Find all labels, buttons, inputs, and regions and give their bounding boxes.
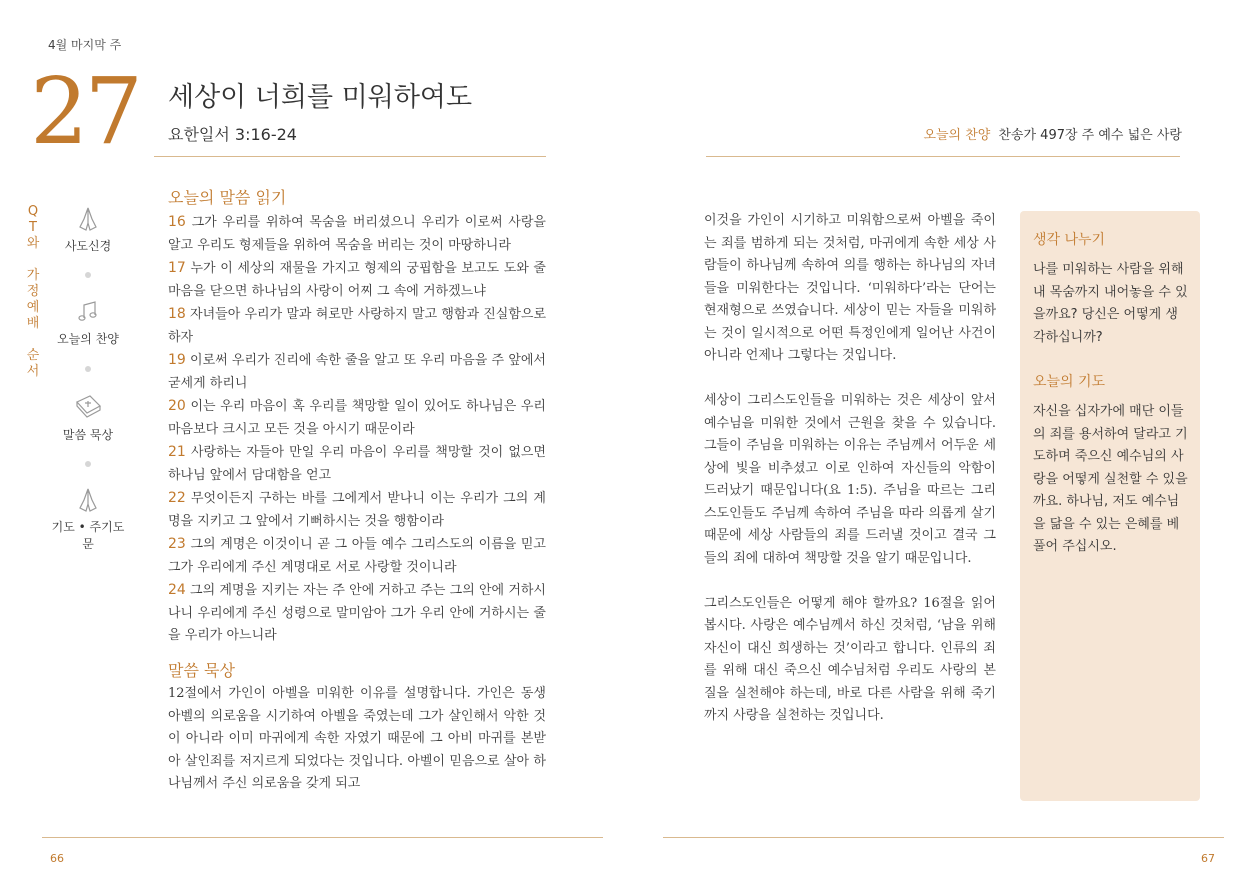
reflection-box [1020,211,1200,801]
header-rule-right [706,156,1180,157]
page-number-left: 66 [50,852,64,865]
meditation-paragraph: 이것을 가인이 시기하고 미워함으로써 아벨을 죽이는 죄를 범하게 되는 것처럼, 마귀에게 속한 세상 사람들이 하나님께 속하여 의를 행하는 하나님의 자녀들을 미워한다는 것입니다. ‘미워하다’라는 단어는 현재형으로 쓰였습니다. 세상이 믿는 자들을 미워하는 것이 일시적으로 어떤 특정인에게 일어난 사건이 아니라 언제나 그렇다는 것입니다. [704,213,996,363]
sidebar-item-label: 사도신경 [64,239,112,253]
praying-hands-icon [74,486,102,514]
meditation-heading: 말씀 묵상 [168,661,235,680]
verse: 23 그의 계명은 이것이니 곧 그 아들 예수 그리스도의 이름을 믿고 그가 우리에게 주신 계명대로 서로 사랑할 것이니라 [168,536,546,575]
week-label: 4월 마지막 주 [48,38,122,52]
sidebar-item-label: 말씀 묵상 [62,428,114,442]
header-rule-left [154,156,546,157]
bible-icon [73,392,103,422]
verse-list [168,211,546,648]
hymn-text: 찬송가 497장 주 예수 넓은 사랑 [998,128,1182,143]
page-number-right: 67 [1201,852,1215,865]
prayer-text: 자신을 십자가에 매단 이들의 죄를 용서하여 달라고 기도하며 죽으신 예수님의 사랑을 어떻게 실천할 수 있을까요. 하나님, 저도 예수님을 닮을 수 있는 은혜를 베풀어 주십시오. [1033,404,1188,554]
verse: 24 그의 계명을 지키는 자는 주 안에 거하고 주는 그의 안에 거하시나니 우리에게 주신 성령으로 말미암아 그가 우리 안에 거하시는 줄을 우리가 아느니라 [168,582,546,643]
reading-heading: 오늘의 말씀 읽기 [168,188,287,207]
sidebar-item-hymn [48,298,128,347]
verse: 18 자녀들아 우리가 말과 혀로만 사랑하지 말고 행함과 진실함으로 하자 [168,306,547,345]
praying-hands-icon [74,205,102,233]
verse: 19 이로써 우리가 진리에 속한 줄을 알고 또 우리 마음을 주 앞에서 굳세게 하리니 [168,352,546,391]
meditation-continued [704,210,996,750]
sidebar-item-label: 오늘의 찬양 [57,332,119,346]
sidebar-item-creed [48,205,128,254]
sidebar-dot [85,272,91,278]
footer-rule-left [42,837,603,838]
scripture-reference: 요한일서 3:16-24 [168,125,297,144]
meditation-paragraph: 그리스도인들은 어떻게 해야 할까요? 16절을 읽어 봅시다. 사랑은 예수님께서 하신 것처럼, ‘남을 위해 자신이 대신 희생하는 것’이라고 합니다. 인류의 죄를 위해 대신 죽으신 예수님처럼 우리도 사랑의 본질을 실천해야 하는데, 바로 다른 사람을 위해 죽기까지 사랑을 실천하는 것입니다. [704,595,996,723]
sidebar-item-prayer [48,486,128,552]
sidebar-dot [85,461,91,467]
sidebar-item-label: 기도 • 주기도문 [51,520,125,551]
prayer-heading: 오늘의 기도 [1033,374,1106,390]
verse: 21 사랑하는 자들아 만일 우리 마음이 우리를 책망할 것이 없으면 하나님 앞에서 담대함을 얻고 [168,444,546,483]
verse: 16 그가 우리를 위하여 목숨을 버리셨으니 우리가 이로써 사랑을 알고 우리도 형제들을 위하여 목숨을 버리는 것이 마땅하니라 [168,214,546,253]
today-hymn [923,124,1182,143]
share-heading: 생각 나누기 [1033,232,1106,248]
share-text: 나를 미워하는 사람을 위해 내 목숨까지 내어놓을 수 있을까요? 당신은 어떻게 생각하십니까? [1033,262,1188,345]
meditation-intro: 12절에서 가인이 아벨을 미워한 이유를 설명합니다. 가인은 동생 아벨의 의로움을 시기하여 아벨을 죽였는데 그가 살인해서 악한 것이 아니라 이미 마귀에게 속한 자였기 때문에 그 아비 마귀를 본받아 살인죄를 저지르게 되었다는 것입니다. 아벨이 믿음으로 살아 하나님께서 주신 의로움을 갖게 되고 [168,686,546,791]
footer-rule-right [663,837,1224,838]
sidebar-item-meditation [48,392,128,443]
music-note-icon [74,298,102,326]
verse: 22 무엇이든지 구하는 바를 그에게서 받나니 이는 우리가 그의 계명을 지키고 그 앞에서 기뻐하시는 것을 행함이라 [168,490,546,529]
sidebar-dot [85,366,91,372]
verse: 17 누가 이 세상의 재물을 가지고 형제의 궁핍함을 보고도 도와 줄 마음을 닫으면 하나님의 사랑이 어찌 그 속에 거하겠느냐 [168,260,546,299]
hymn-label: 오늘의 찬양 [923,128,991,143]
verse: 20 이는 우리 마음이 혹 우리를 책망할 일이 있어도 하나님은 우리 마음보다 크시고 모든 것을 아시기 때문이라 [168,398,546,437]
page-title: 세상이 너희를 미워하여도 [168,82,473,113]
day-number: 27 [30,58,140,165]
meditation-paragraph: 세상이 그리스도인들을 미워하는 것은 세상이 앞서 예수님을 미워한 것에서 근원을 찾을 수 있습니다. 그들이 주님을 미워하는 이유는 주님께서 어두운 세상에 빛을 비추셨고 이로 인하여 자신들의 악함이 드러났기 때문입니다(요 1:5). 주님을 따르는 그리스도인들도 주님께 속하여 주님을 따라 의롭게 살기 때문에 세상 사람들의 죄를 드러낼 것이고 결국 그들의 죄에 대하여 책망할 것을 알기 때문입니다. [704,393,996,566]
vertical-order-label: Q T 와 가 정 예 배 순 서 [26,204,40,379]
